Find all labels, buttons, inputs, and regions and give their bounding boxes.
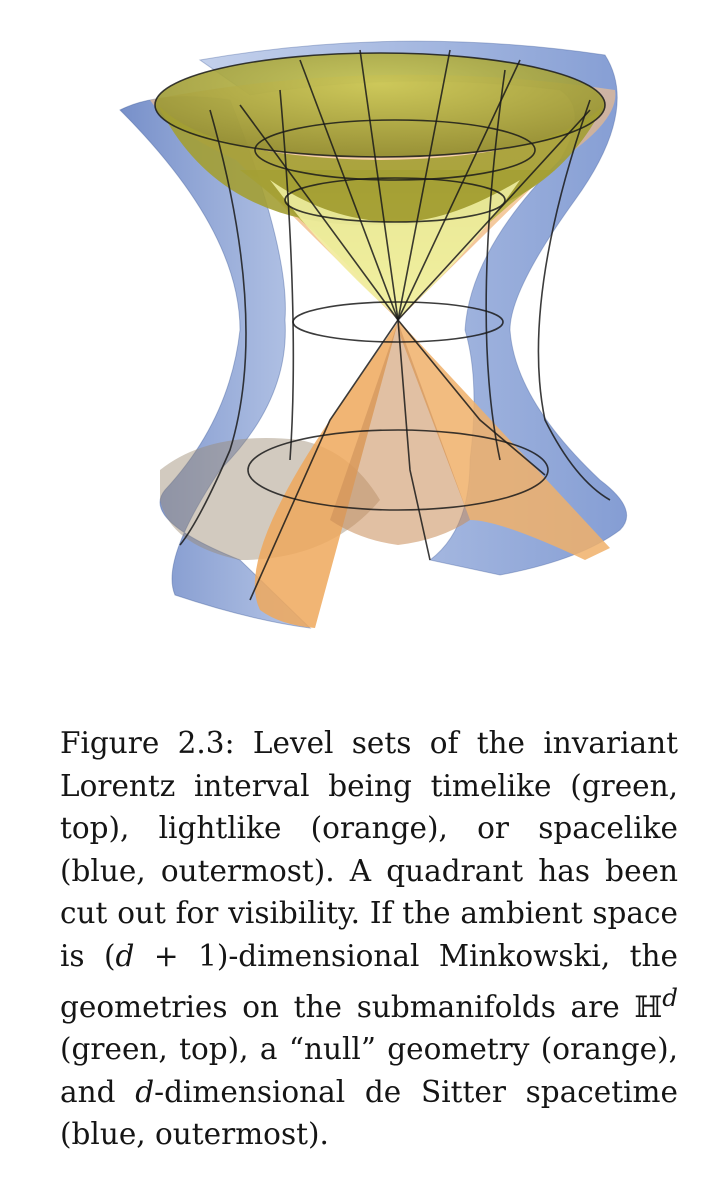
caption-text-4: -dimensional de Sitter spacetime (blue, outermost). (60, 1074, 678, 1152)
figure-caption (60, 722, 678, 1156)
caption-var-d: d (115, 938, 135, 973)
caption-text-3: (green, top), a “null” geometry (orange), and (60, 1032, 678, 1109)
caption-text-1: Level sets of the invariant Lorentz interval being timelike (green, top), lightlike (orange), or spacelike (blue, outermost). A quadrant has been cut out for visibility. If the ambient space is ( (60, 726, 678, 973)
caption-label: Figure 2.3: (60, 726, 235, 760)
hyperbolic-space-symbol: ℍ (634, 989, 663, 1024)
caption-superscript-d: d (662, 983, 678, 1012)
caption-var-d-2: d (135, 1074, 155, 1109)
caption-text-2: + 1)-dimensional Minkowski, the geometries on the submanifolds are (60, 938, 678, 1024)
